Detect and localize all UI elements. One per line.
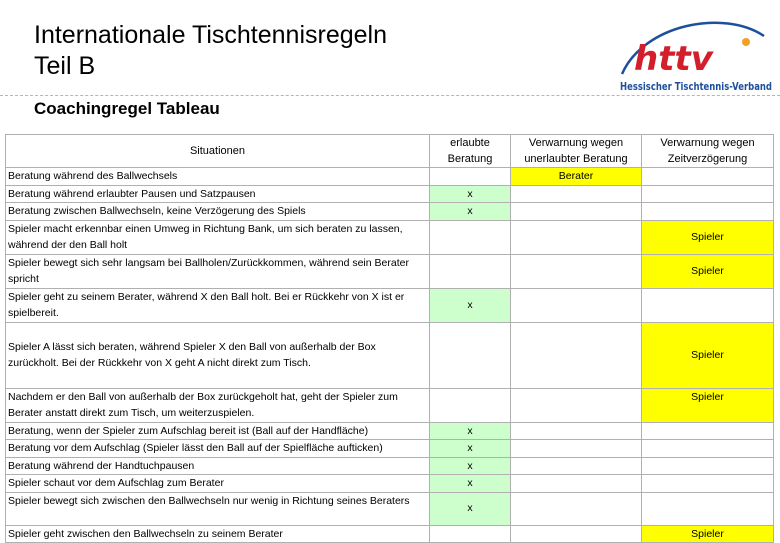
- allowed-cell: [430, 168, 511, 186]
- col-header-allowed: erlaubte Beratung: [430, 135, 511, 168]
- table-row: [6, 288, 774, 322]
- situation-cell: Spieler schaut vor dem Aufschlag zum Berater: [6, 475, 430, 493]
- warn-delay-cell: Spieler: [642, 322, 774, 388]
- table-header-row: [6, 135, 774, 168]
- warn-delay-cell: [642, 168, 774, 186]
- situation-cell: Spieler A lässt sich beraten, während Spieler X den Ball von außerhalb der Box zurückholt. Bei der Rückkehr von X geht A nicht direkt zum Tisch.: [6, 322, 430, 388]
- warn-coaching-cell: [511, 475, 642, 493]
- warn-coaching-cell: [511, 254, 642, 288]
- allowed-cell: x: [430, 288, 511, 322]
- warn-delay-cell: Spieler: [642, 220, 774, 254]
- logo-name: Hessischer Tischtennis-Verband: [620, 81, 772, 93]
- warn-delay-cell: Spieler: [642, 254, 774, 288]
- situation-cell: Beratung während des Ballwechsels: [6, 168, 430, 186]
- warn-coaching-cell: [511, 457, 642, 475]
- warn-coaching-cell: [511, 220, 642, 254]
- httv-logo: [614, 14, 774, 94]
- warn-delay-cell: [642, 288, 774, 322]
- table-row: [6, 254, 774, 288]
- warn-coaching-cell: [511, 288, 642, 322]
- situation-cell: Spieler geht zu seinem Berater, während X den Ball holt. Bei er Rückkehr von X ist er spielbereit.: [6, 288, 430, 322]
- situation-cell: Beratung, wenn der Spieler zum Aufschlag bereit ist (Ball auf der Handfläche): [6, 422, 430, 440]
- warn-coaching-cell: [511, 492, 642, 525]
- warn-delay-cell: Spieler: [642, 525, 774, 543]
- table-row: [6, 475, 774, 493]
- header-divider: [0, 95, 780, 96]
- situation-cell: Beratung während der Handtuchpausen: [6, 457, 430, 475]
- table-row: [6, 185, 774, 203]
- col-header-situation: Situationen: [6, 135, 430, 168]
- warn-coaching-cell: [511, 322, 642, 388]
- warn-coaching-cell: [511, 185, 642, 203]
- table-row: [6, 388, 774, 422]
- allowed-cell: x: [430, 185, 511, 203]
- situation-cell: Nachdem er den Ball von außerhalb der Box zurückgeholt hat, geht der Spieler zum Berater anstatt direkt zum Tisch, um weiterzuspielen.: [6, 388, 430, 422]
- warn-coaching-cell: [511, 422, 642, 440]
- allowed-cell: x: [430, 475, 511, 493]
- situation-cell: Spieler macht erkennbar einen Umweg in Richtung Bank, um sich beraten zu lassen, während der den Ball holt: [6, 220, 430, 254]
- col-header-warn-delay: Verwarnung wegen Zeitverzögerung: [642, 135, 774, 168]
- title-line-2: Teil B: [34, 52, 96, 80]
- logo-mark: httv: [634, 39, 713, 79]
- coaching-table: [5, 134, 774, 543]
- table-row: [6, 203, 774, 221]
- allowed-cell: x: [430, 492, 511, 525]
- warn-delay-cell: [642, 492, 774, 525]
- allowed-cell: x: [430, 203, 511, 221]
- title-line-1: Internationale Tischtennisregeln: [34, 21, 388, 49]
- allowed-cell: [430, 254, 511, 288]
- table-row: [6, 422, 774, 440]
- warn-coaching-cell: [511, 203, 642, 221]
- situation-cell: Beratung zwischen Ballwechseln, keine Verzögerung des Spiels: [6, 203, 430, 221]
- allowed-cell: [430, 322, 511, 388]
- situation-cell: Spieler bewegt sich zwischen den Ballwechseln nur wenig in Richtung seines Beraters: [6, 492, 430, 525]
- warn-coaching-cell: [511, 388, 642, 422]
- httv-logo-graphic: [614, 14, 774, 94]
- table-row: [6, 492, 774, 525]
- table-row: [6, 440, 774, 458]
- situation-cell: Spieler bewegt sich sehr langsam bei Ballholen/Zurückkommen, während sein Berater spricht: [6, 254, 430, 288]
- situation-cell: Spieler geht zwischen den Ballwechseln zu seinem Berater: [6, 525, 430, 543]
- warn-coaching-cell: [511, 440, 642, 458]
- warn-delay-cell: Spieler: [642, 388, 774, 422]
- warn-delay-cell: [642, 440, 774, 458]
- warn-delay-cell: [642, 457, 774, 475]
- table-row: [6, 220, 774, 254]
- situation-cell: Beratung während erlaubter Pausen und Satzpausen: [6, 185, 430, 203]
- table-row: [6, 322, 774, 388]
- warn-delay-cell: [642, 203, 774, 221]
- allowed-cell: [430, 388, 511, 422]
- situation-cell: Beratung vor dem Aufschlag (Spieler lässt den Ball auf der Spielfläche aufticken): [6, 440, 430, 458]
- warn-coaching-cell: Berater: [511, 168, 642, 186]
- page-title: [34, 20, 387, 82]
- warn-delay-cell: [642, 422, 774, 440]
- warn-delay-cell: [642, 475, 774, 493]
- allowed-cell: x: [430, 440, 511, 458]
- allowed-cell: [430, 220, 511, 254]
- allowed-cell: x: [430, 457, 511, 475]
- allowed-cell: x: [430, 422, 511, 440]
- col-header-warn-coaching: Verwarnung wegen unerlaubter Beratung: [511, 135, 642, 168]
- warn-delay-cell: [642, 185, 774, 203]
- section-title: Coachingregel Tableau: [34, 99, 220, 118]
- table-row: [6, 457, 774, 475]
- table-row: [6, 168, 774, 186]
